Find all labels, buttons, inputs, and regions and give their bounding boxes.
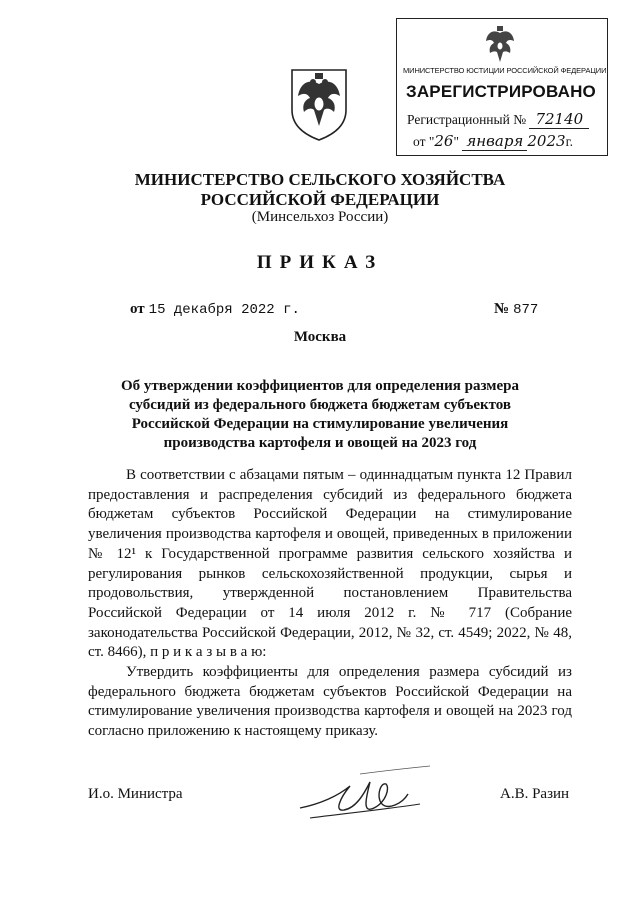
order-number-label: № xyxy=(494,301,510,317)
stamp-from-suffix: г. xyxy=(565,134,573,149)
stamp-reg-number: 72140 xyxy=(529,110,589,129)
order-title-line1: Об утверждении коэффициентов для определения размера xyxy=(121,378,519,394)
order-date-label: от xyxy=(130,301,145,317)
stamp-from-year: 2023 xyxy=(527,132,566,150)
order-date-value: 15 декабря 2022 г. xyxy=(148,302,300,318)
order-title-line4: производства картофеля и овощей на 2023 год xyxy=(163,435,477,451)
ministry-name-line2: РОССИЙСКОЙ ФЕДЕРАЦИИ xyxy=(200,190,440,209)
body-paragraph-1: В соответствии с абзацами пятым – одиннадцатым пункта 12 Правил предоставления и распределения субсидий из федерального бюджета бюджетам субъектов Российской Федерации на стимулирование увеличения производства картофеля и овощей, приведенных в приложении № 12¹ к Государственной программе развития сельского хозяйства и регулирования рынков сельскохозяйственной продукции, сырья и продовольствия, утвержденной постановлением Правительства Российской Федерации от 14 июля 2012 г. № 717 (Собрание законодательства Российской Федерации, 2012, № 32, ст. 4549; 2022, № 48, ст. 8466), п р и к а з ы в а ю: xyxy=(88,467,572,661)
coat-of-arms-emblem xyxy=(286,66,352,142)
stamp-from-label: от " xyxy=(413,134,435,149)
body-paragraph-2: Утвердить коэффициенты для определения размера субсидий из федерального бюджета бюджетам субъектов Российской Федерации на стимулирование увеличения производства картофеля и овощей на 2023 год согласно приложению к настоящему приказу. xyxy=(88,664,572,740)
order-title xyxy=(100,377,540,453)
order-date xyxy=(130,300,300,318)
handwritten-signature xyxy=(290,764,440,834)
document-type: ПРИКАЗ xyxy=(256,252,384,273)
stamp-title: ЗАРЕГИСТРИРОВАНО xyxy=(405,82,596,101)
order-body xyxy=(88,466,572,742)
order-number-value: 877 xyxy=(513,302,539,318)
signatory-position: И.о. Министра xyxy=(88,786,183,802)
signatory-name: А.В. Разин xyxy=(500,786,570,802)
stamp-from-month: января xyxy=(462,132,527,151)
stamp-from-day: 26 xyxy=(434,132,454,150)
stamp-emblem-icon xyxy=(481,25,519,65)
stamp-ministry-text: МИНИСТЕРСТВО ЮСТИЦИИ РОССИЙСКОЙ ФЕДЕРАЦИИ xyxy=(403,66,607,75)
ministry-name-line1: МИНИСТЕРСТВО СЕЛЬСКОГО ХОЗЯЙСТВА xyxy=(134,170,506,189)
stamp-reg-label: Регистрационный № xyxy=(407,112,527,127)
order-title-line3: Российской Федерации на стимулирование увеличения xyxy=(131,416,509,432)
order-city: Москва xyxy=(293,329,347,345)
stamp-registration-line xyxy=(407,110,589,128)
order-number xyxy=(494,300,538,318)
ministry-short-name: (Минсельхоз России) xyxy=(251,209,389,225)
stamp-date-line: от "26" января 2023г. xyxy=(413,132,573,150)
registration-stamp xyxy=(396,18,608,156)
order-title-line2: субсидий из федерального бюджета бюджетам субъектов xyxy=(128,397,512,413)
